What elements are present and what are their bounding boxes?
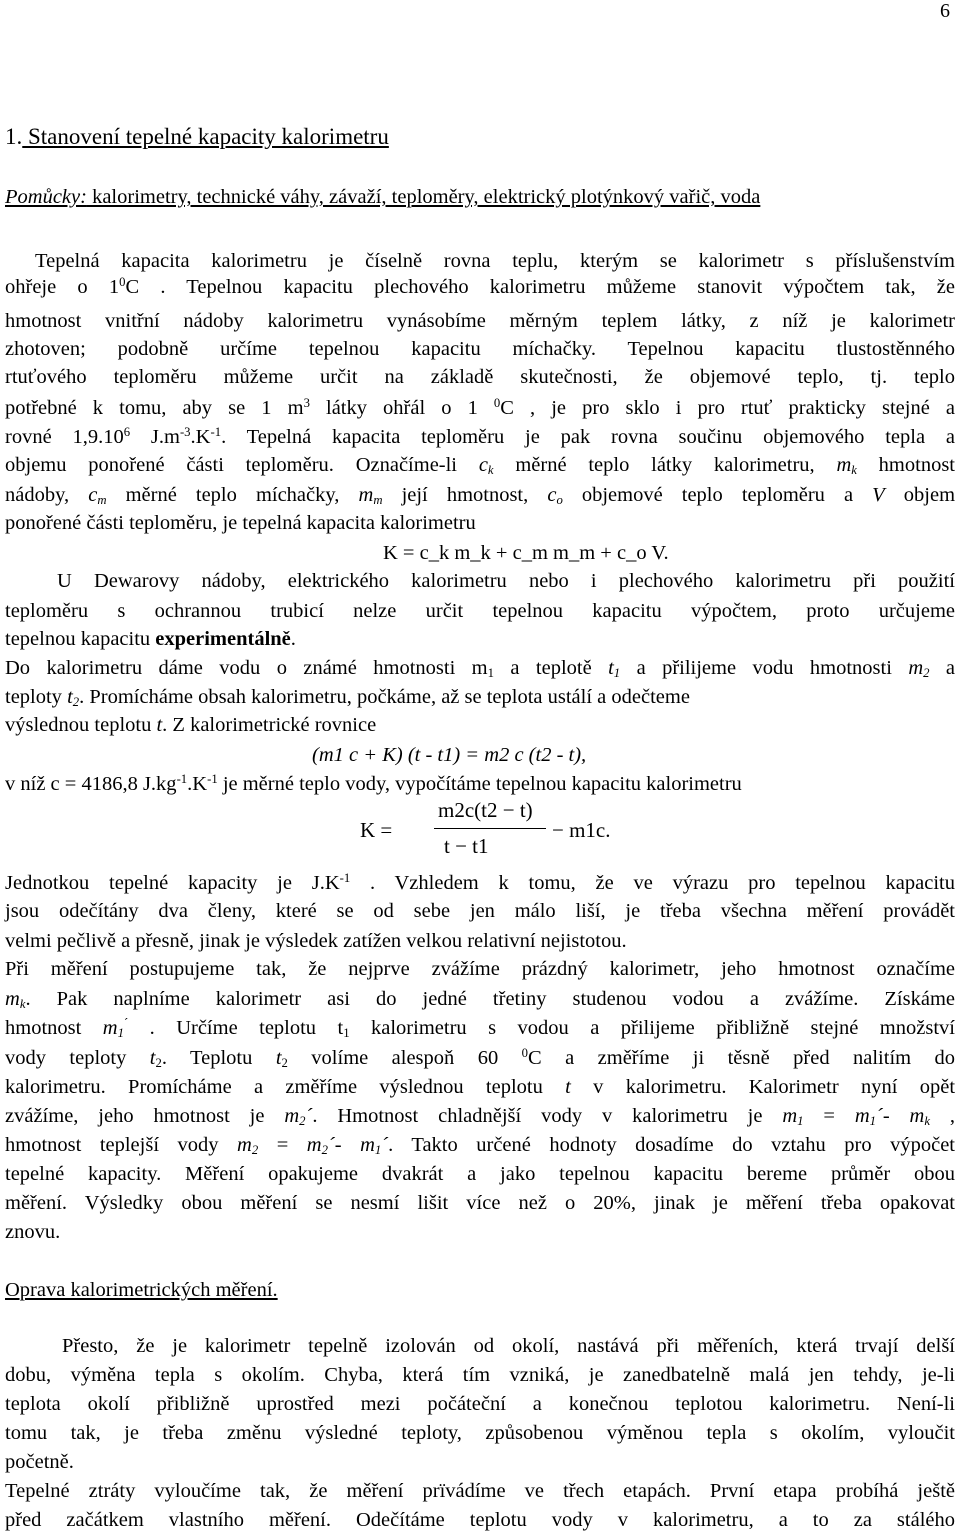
paragraph-line: rovné 1,9.10$^6$ $J.m^{-3}.K^{-1}$. Tepelná kapacita teploměru je pak rovna součinu objemového tepla a [5, 425, 955, 448]
paragraph-line: hmotnost $m_1^´$ . Určíme teplotu $t_1$ kalorimetru s vodou a přilijeme přibližně stejné množství [5, 1016, 955, 1041]
paragraph-line: dobu, výměna tepla s okolím. Chyba, která tím vzniká, je zanedbatelně malá jen tehdy, je-li [5, 1364, 955, 1386]
formula-fraction [360, 798, 620, 864]
paragraph-line: ponořené části teploměru, je tepelná kapacita kalorimetru [5, 512, 476, 534]
paragraph-line: v níž c = 4186,8 $J.kg^{-1}.K^{-1}$ je měrné teplo vody, vypočítáme tepelnou kapacitu kalorimetru [5, 772, 742, 795]
paragraph-line: znovu. [5, 1221, 61, 1243]
tools-label: Pomůcky: [5, 186, 87, 208]
paragraph-line: tomu tak, je třeba změnu výsledné teploty, způsobenou výměnou tepla s okolím, vyloučit [5, 1422, 955, 1444]
formula-calorimetric-equation [312, 742, 712, 768]
paragraph-line: hmotnost teplejší vody $m_2$ = $m_2´-$ $m_1´$. Takto určené hodnoty dosadíme do vztahu pro výpočet [5, 1134, 956, 1158]
fraction-lhs: K = [360, 818, 393, 842]
section-subheading: Oprava kalorimetrických měření. [5, 1279, 278, 1301]
section-heading: 1. Stanovení tepelné kapacity kalorimetru [5, 124, 389, 149]
paragraph-line: kalorimetru. Promícháme a změříme výslednou teplotu t v kalorimetru. Kalorimetr nyní opět [5, 1076, 956, 1098]
paragraph-line: jsou odečítány dva členy, které se od sebe jen málo liší, je třeba všechna měření provádět [5, 900, 955, 922]
paragraph-line: Při měření postupujeme tak, že nejprve zvážíme prázdný kalorimetr, jeho hmotnost označíme [5, 958, 955, 980]
fraction-tail: − m1c. [552, 818, 611, 842]
paragraph-line: teploty $t_2$. Promícháme obsah kalorimetru, počkáme, až se teplota ustálí a odečteme [5, 686, 690, 710]
fraction-bar [434, 828, 546, 829]
paragraph-line: výslednou teplotu t. Z kalorimetrické rovnice [5, 714, 377, 736]
paragraph-line: zhotoven; podobně určíme tepelnou kapacitu míchačky. Tepelnou kapacitu tlustostěnného [5, 338, 955, 360]
paragraph-line: tepelnou kapacitu experimentálně. [5, 628, 296, 650]
paragraph-line: $m_k$. Pak naplníme kalorimetr asi do jedné třetiny studenou vodou a zvážíme. Získáme [5, 988, 955, 1012]
paragraph-line: U Dewarovy nádoby, elektrického kalorimetru nebo i plechového kalorimetru při použití [57, 570, 955, 592]
paragraph-line: rtuťového teploměru můžeme určit na základě skutečnosti, že objemové teplo, tj. teplo [5, 366, 955, 388]
paragraph-line: početně. [5, 1451, 74, 1473]
paragraph-line: ohřeje o $1^0C$ . Tepelnou kapacitu plechového kalorimetru můžeme stanovit výpočtem tak, že [5, 275, 955, 298]
paragraph-line: velmi pečlivě a přesně, jinak je výsledek zatížen velkou relativní nejistotou. [5, 930, 627, 952]
formula-capacity [383, 540, 783, 566]
paragraph-line: Jednotkou tepelné kapacity je $J.K^{-1}$ . Vzhledem k tomu, že ve výrazu pro tepelnou kapacitu [5, 871, 955, 894]
paragraph-line: tepelné kapacity. Měření opakujeme dvakrát a jako tepelnou kapacitu bereme průměr obou [5, 1163, 955, 1185]
fraction-numerator: m2c(t2 − t) [438, 798, 533, 822]
paragraph-line: teplota okolí přibližně uprostřed mezi počáteční a konečnou teplotou kalorimetru. Není-li [5, 1393, 955, 1415]
paragraph-line: teploměru s ochrannou trubicí nelze určit tepelnou kapacitu výpočtem, proto určujeme [5, 600, 955, 622]
formula-text: (m1 c + K) (t - t1) = m2 c (t2 - t), [312, 744, 587, 766]
paragraph-line: vody teploty $t_2$. Teplotu $t_2$ volíme alespoň 60 $^0$C a změříme ji těsně před nalitím do [5, 1046, 956, 1071]
paragraph-line: zvážíme, jeho hmotnost je $m_2´$. Hmotnost chladnější vody v kalorimetru je $m_1$ = $m_1´-$ $m_k$ , [5, 1105, 956, 1129]
paragraph-line: před začátkem vlastního měření. Odečítáme teplotu vody v kalorimetru, a to za stálého [5, 1509, 955, 1531]
emphasis-experimental: experimentálně [155, 628, 291, 650]
page-number: 6 [940, 0, 950, 22]
paragraph-line: měření. Výsledky obou měření se nesmí lišit více než o 20%, jinak je měření třeba opakovat [5, 1192, 955, 1214]
paragraph-line: nádoby, $c_m$ měrné teplo míchačky, $m_m$ její hmotnost, $c_o$ objemové teplo teploměru a V objem [5, 484, 956, 508]
paragraph-line: Tepelná kapacita kalorimetru je číselně rovna teplu, kterým se kalorimetr s příslušenstvím [35, 250, 955, 272]
formula-text: K = c_k m_k + c_m m_m + c_o V. [383, 542, 669, 564]
paragraph-line: Do kalorimetru dáme vodu o známé hmotnosti $m_1$ a teplotě $t_1$ a přilijeme vodu hmotnosti $m_2$ a [5, 657, 955, 681]
paragraph-line: objemu ponořené části teploměru. Označíme-li $c_k$ měrné teplo látky kalorimetru, $m_k$ hmotnost [5, 454, 955, 478]
paragraph-line: hmotnost vnitřní nádoby kalorimetru vynásobíme měrným teplem látky, z níž je kalorimetr [5, 310, 955, 332]
paragraph-line: Tepelné ztráty vyloučíme tak, že měření prïvádíme ve třech etapách. První etapa probíhá ještě [5, 1480, 955, 1502]
paragraph-line: Přesto, že je kalorimetr tepelně izolován od okolí, nastává při měřeních, která trvají delší [62, 1335, 955, 1357]
fraction-denominator: t − t1 [444, 834, 489, 858]
paragraph-line: potřebné k tomu, aby se 1 $m^3$ látky ohřál o 1 $^0$C , je pro sklo i pro rtuť prakticky stejné a [5, 396, 955, 419]
tools-line: Pomůcky: kalorimetry, technické váhy, závaží, teploměry, elektrický plotýnkový vařič, voda [5, 186, 761, 208]
